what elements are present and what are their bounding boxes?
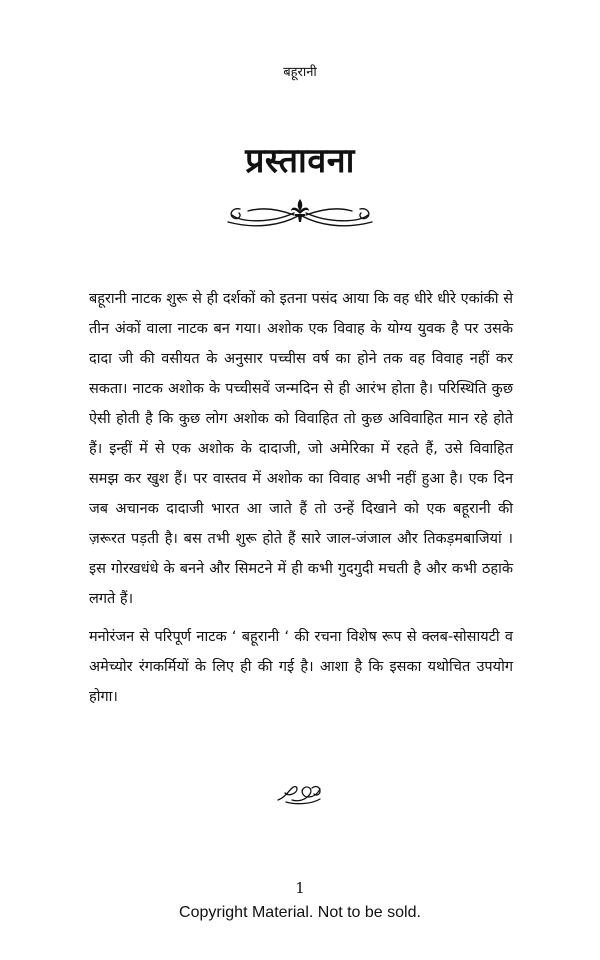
paragraph: मनोरंजन से परिपूर्ण नाटक ‘ बहूरानी ‘ की रचना विशेष रूप से क्लब-सोसायटी व अमेच्योर रंगकर्मियों के लिए ही की गई है। आशा है कि इसका यथोचित उपयोग होगा। [89,629,513,705]
ornament-icon [274,780,326,806]
paragraph: बहूरानी नाटक शुरू से ही दर्शकों को इतना पसंद आया कि वह धीरे धीरे एकांकी से तीन अंकों वाला नाटक बन गया। अशोक एक विवाह के योग्य युवक है पर उसके दादा जी की वसीयत के अनुसार पच्चीस वर्ष का होने तक वह विवाह नहीं कर सकता। नाटक अशोक के पच्चीसवें जन्मदिन से ही आरंभ होता है। परिस्थिति कुछ ऐसी होती है कि कुछ लोग अशोक को विवाहित तो कुछ अविवाहित मान रहे होते हैं। इन्हीं में से एक अशोक के दादाजी, जो अमेरिका में रहते हैं, उसे विवाहित समझ कर खुश हैं। पर वास्तव में अशोक का विवाह अभी नहीं हुआ है। एक दिन जब अचानक दादाजी भारत आ जाते हैं तो उन्हें दिखाने को एक बहूरानी की ज़रूरत पड़ती है। बस तभी शुरू होते हैं सारे जाल-जंजाल और तिकड़मबाजियां । इस गोरखधंधे के बनने और सिमटने में ही कभी गुदगुदी मचती है और कभी ठहाके लगते हैं। [89,291,513,607]
page-number: 1 [295,879,305,897]
running-header: बहूरानी [283,65,317,80]
ornamental-flourish-icon [218,193,382,233]
chapter-title: प्रस्तावना [245,141,355,181]
body-text [89,284,513,720]
copyright-notice: Copyright Material. Not to be sold. [179,904,421,921]
